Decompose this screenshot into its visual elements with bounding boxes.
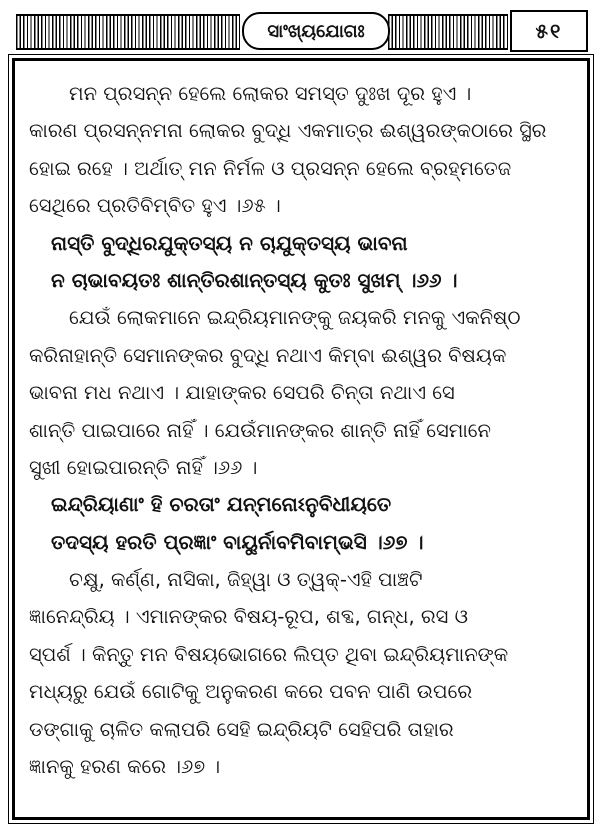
verse-line: ନାସ୍ତି ବୁଦ୍ଧିରଯୁକ୍ତସ୍ୟ ନ ଚାଯୁକ୍ତସ୍ୟ ଭାବନା xyxy=(51,230,408,255)
commentary-paragraph-1 xyxy=(29,75,575,225)
page-content xyxy=(29,75,575,785)
text-line: ଯେଉଁ ଲୋକମାନେ ଇନ୍ଦ୍ରିୟମାନଙ୍କୁ ଜୟକରି ମନକୁ ଏକନିଷ୍ଠ xyxy=(69,306,521,330)
header-rule-right xyxy=(388,14,508,50)
text-line: ଚକ୍ଷୁ, କର୍ଣ୍ଣ, ନାସିକା, ଜିହ୍ୱା ଓ ତ୍ୱକ୍-ଏହି ପାଞ୍ଚଟି xyxy=(69,568,423,592)
verse-line: ଇନ୍ଦ୍ରିୟାଣାଂ ହି ଚରତାଂ ଯନ୍ମନୋଽନୁବିଧୀୟତେ xyxy=(51,492,392,517)
text-line: ଶାନ୍ତି ପାଇପାରେ ନାହିଁ । ଯେଉଁମାନଙ୍କର ଶାନ୍ତି ନାହିଁ ସେମାନେ xyxy=(29,418,491,442)
sanskrit-verse-66 xyxy=(29,225,575,300)
text-line: ଭାବନା ମଧ ନଥାଏ । ଯାହାଙ୍କର ସେପରି ଚିନ୍ତା ନଥାଏ ସେ xyxy=(29,381,455,405)
header-rule-left xyxy=(16,14,240,50)
text-line: ସୁଖୀ ହୋଇପାରନ୍ତି ନାହିଁ ।୬୬ । xyxy=(29,455,258,479)
text-line: ସେଥିରେ ପ୍ରତିବିମ୍ବିତ ହୁଏ ।୬୫ । xyxy=(29,194,281,218)
text-line: ଜ୍ଞାନକୁ ହରଣ କରେ ।୬୭ । xyxy=(29,755,221,779)
text-line: ହୋଇ ରହେ । ଅର୍ଥାତ୍ ମନ ନିର୍ମଳ ଓ ପ୍ରସନ୍ନ ହେଲେ ବ୍ରହ୍ମତେଜ xyxy=(29,156,512,180)
verse-line: ନ ଚାଭାବୟତଃ ଶାନ୍ତିରଶାନ୍ତସ୍ୟ କୁତଃ ସୁଖମ୍ ।୬୬ । xyxy=(51,267,458,292)
book-page xyxy=(10,8,590,818)
page-number: ୫୧ xyxy=(510,10,588,52)
text-line: ସ୍ପର୍ଶ । କିନ୍ତୁ ମନ ବିଷୟଭୋଗରେ ଲିପ୍ତ ଥିବା ଇନ୍ଦ୍ରିୟମାନଙ୍କ xyxy=(29,642,509,666)
text-line: ଡଙ୍ଗାକୁ ଚାଳିତ କଲାପରି ସେହି ଇନ୍ଦ୍ରିୟଟି ସେହିପରି ତାହାର xyxy=(29,717,454,741)
text-line: ମନ ପ୍ରସନ୍ନ ହେଲେ ଲୋକର ସମସ୍ତ ଦୁଃଖ ଦୂର ହୁଏ । xyxy=(69,82,472,105)
sanskrit-verse-67 xyxy=(29,486,575,561)
commentary-paragraph-2 xyxy=(29,299,575,486)
text-line: ମଧ୍ୟରୁ ଯେଉଁ ଗୋଟିକୁ ଅନୁକରଣ କରେ ପବନ ପାଣି ଉପରେ xyxy=(29,680,473,704)
verse-line: ତଦସ୍ୟ ହରତି ପ୍ରଜ୍ଞାଂ ବାୟୁର୍ନାବମିବାମ୍ଭସି ।୬୭ । xyxy=(51,529,424,554)
chapter-title: ସାଂଖ୍ୟଯୋଗଃ xyxy=(242,12,390,50)
text-line: କରିନାହାନ୍ତି ସେମାନଙ୍କର ବୁଦ୍ଧି ନଥାଏ କିମ୍ବା ଈଶ୍ୱର ବିଷୟକ xyxy=(29,343,507,367)
text-line: ଜ୍ଞାନେନ୍ଦ୍ରିୟ । ଏମାନଙ୍କର ବିଷୟ-ରୂପ, ଶବ୍ଦ, ଗନ୍ଧ, ରସ ଓ xyxy=(29,605,469,629)
page-header xyxy=(10,8,590,52)
commentary-paragraph-3 xyxy=(29,561,575,785)
text-frame xyxy=(12,58,590,820)
text-line: କାରଣ ପ୍ରସନ୍ନମନା ଲୋକର ବୁଦ୍ଧି ଏକମାତ୍ର ଈଶ୍ୱରଙ୍କଠାରେ ସ୍ଥିର xyxy=(29,119,547,143)
